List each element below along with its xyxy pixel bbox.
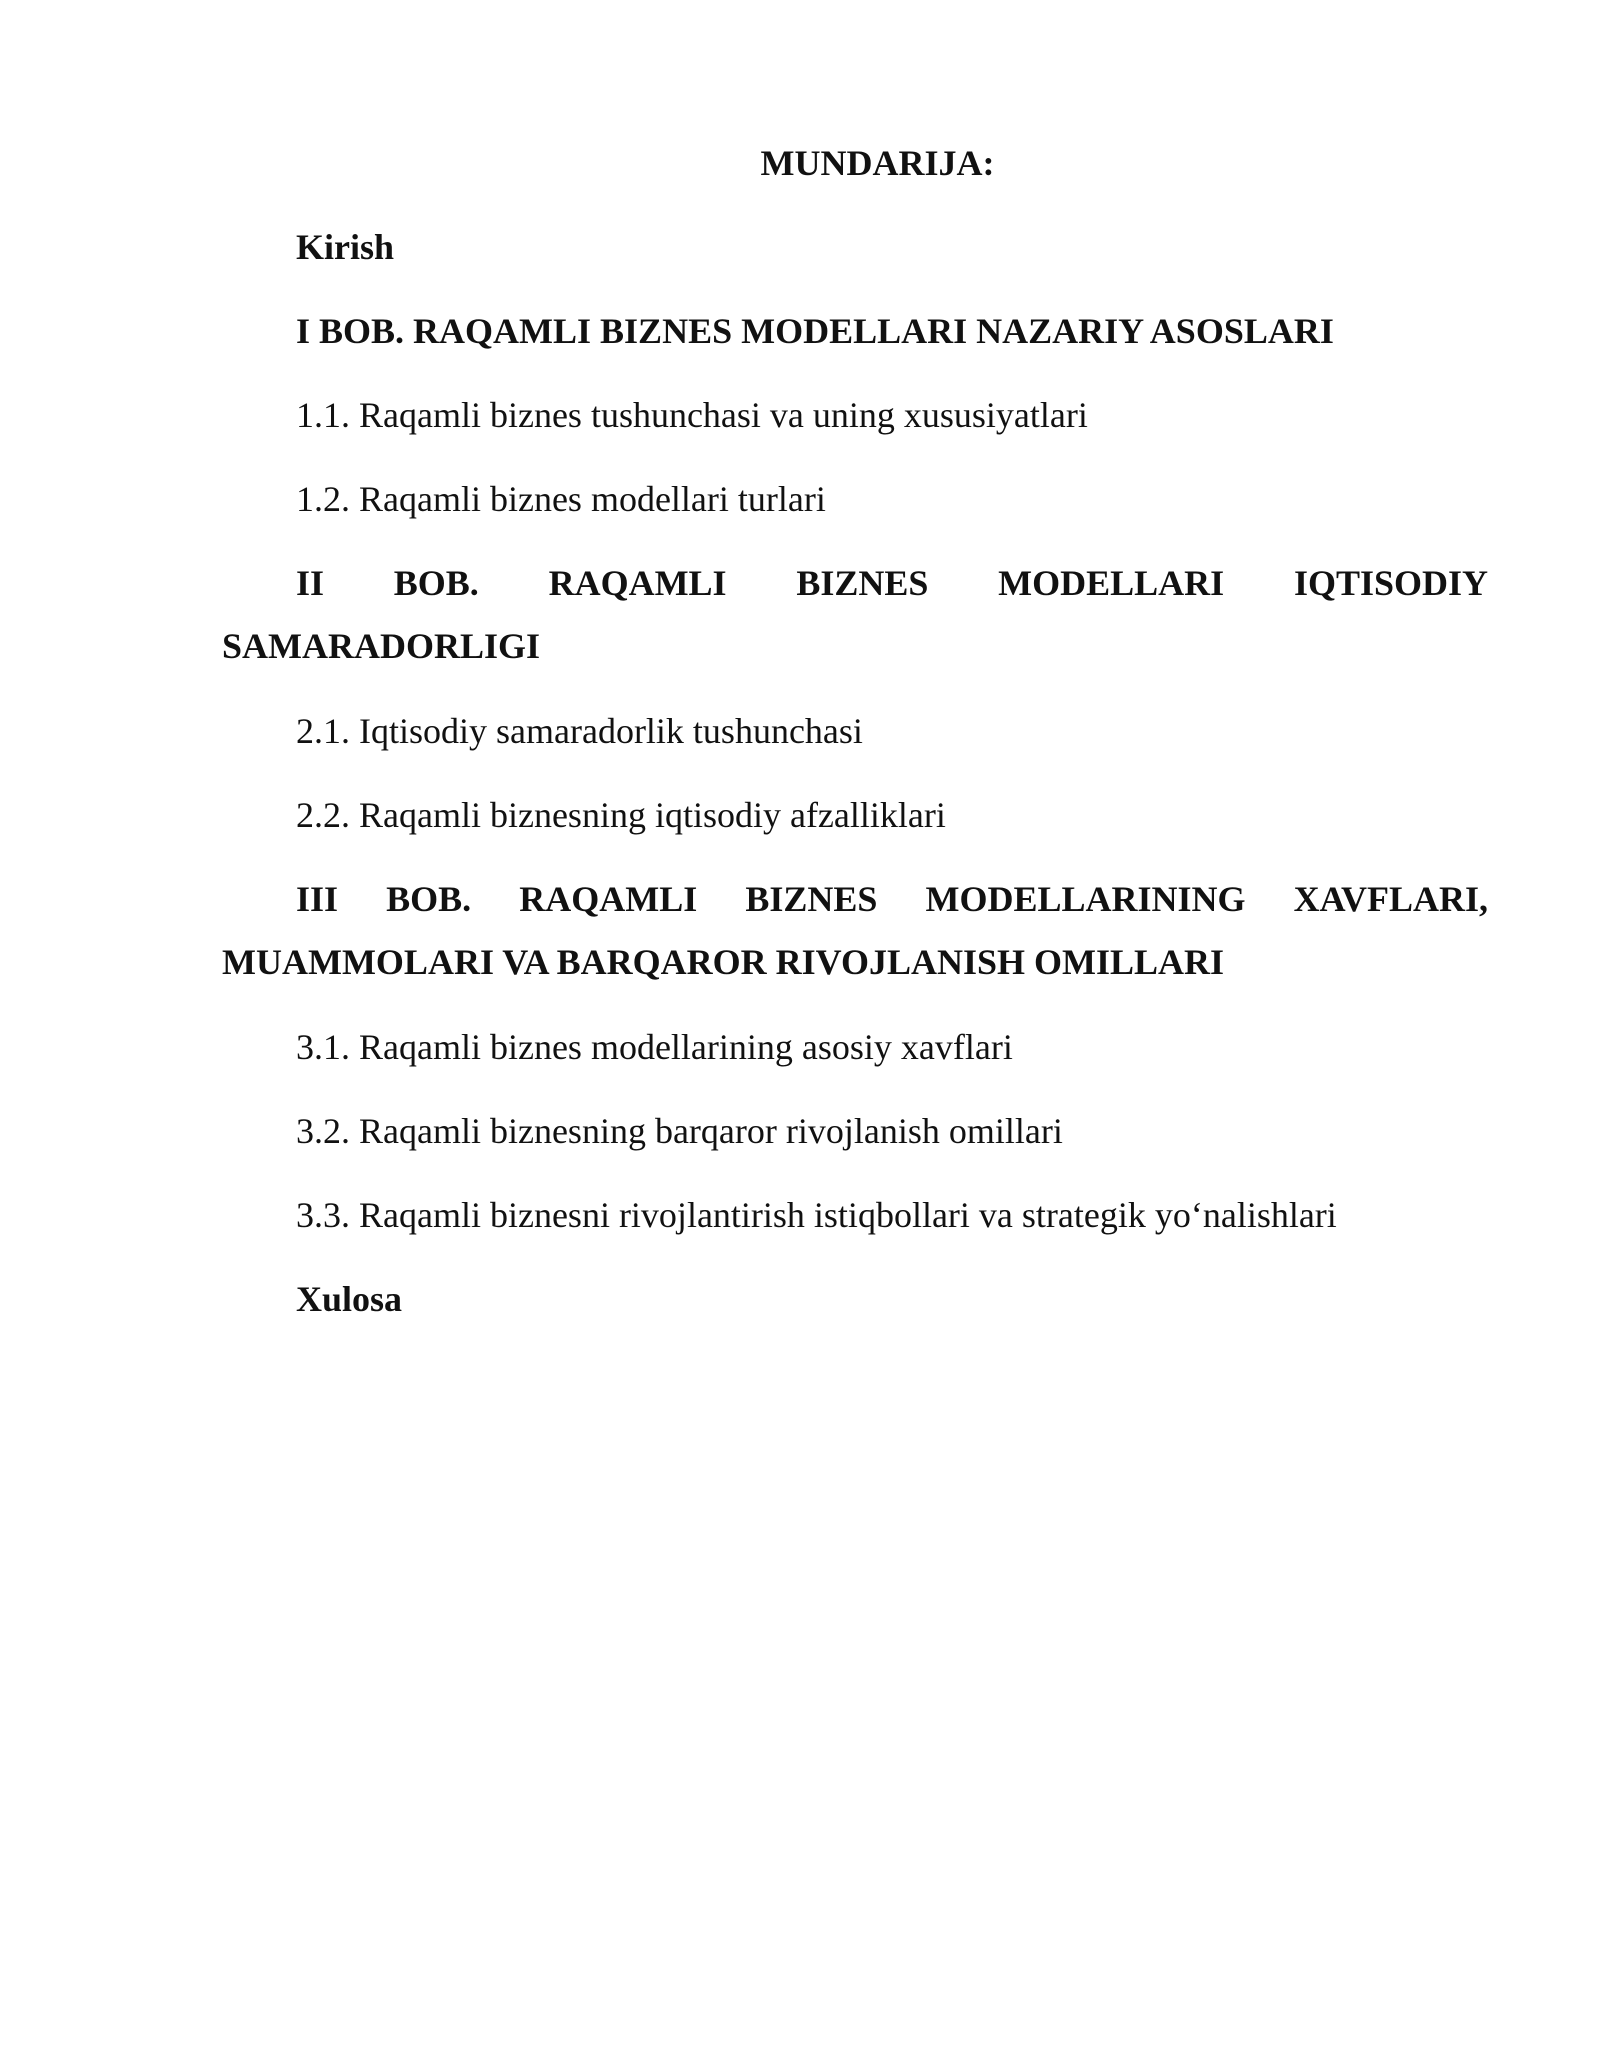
toc-title: MUNDARIJA: — [760, 143, 995, 183]
toc-section-1-2: 1.2. Raqamli biznes modellari turlari — [296, 479, 826, 519]
toc-section-2-2: 2.2. Raqamli biznesning iqtisodiy afzalliklari — [296, 795, 946, 835]
toc-section-1-1: 1.1. Raqamli biznes tushunchasi va uning xususiyatlari — [296, 395, 1088, 435]
toc-entry-conclusion: Xulosa — [296, 1279, 403, 1319]
toc-chapter-3-line-2: MUAMMOLARI VA BARQAROR RIVOJLANISH OMILLARI — [222, 942, 1225, 982]
toc-chapter-1: I BOB. RAQAMLI BIZNES MODELLARI NAZARIY ASOSLARI — [296, 311, 1334, 351]
toc-entry-introduction: Kirish — [296, 227, 395, 267]
toc-chapter-2-line-1: II BOB. RAQAMLI BIZNES MODELLARI IQTISODIY — [296, 563, 1488, 603]
toc-chapter-3-line-1: III BOB. RAQAMLI BIZNES MODELLARINING XAVFLARI, — [296, 879, 1488, 919]
toc-chapter-3 — [222, 868, 1488, 994]
toc-chapter-2 — [222, 552, 1488, 678]
table-of-contents — [222, 142, 1488, 1362]
toc-section-2-1: 2.1. Iqtisodiy samaradorlik tushunchasi — [296, 711, 863, 751]
toc-section-3-3: 3.3. Raqamli biznesni rivojlantirish istiqbollari va strategik yo‘nalishlari — [296, 1195, 1337, 1235]
toc-section-3-1: 3.1. Raqamli biznes modellarining asosiy xavflari — [296, 1027, 1013, 1067]
toc-section-3-2: 3.2. Raqamli biznesning barqaror rivojlanish omillari — [296, 1111, 1063, 1151]
toc-chapter-2-line-2: SAMARADORLIGI — [222, 626, 541, 666]
